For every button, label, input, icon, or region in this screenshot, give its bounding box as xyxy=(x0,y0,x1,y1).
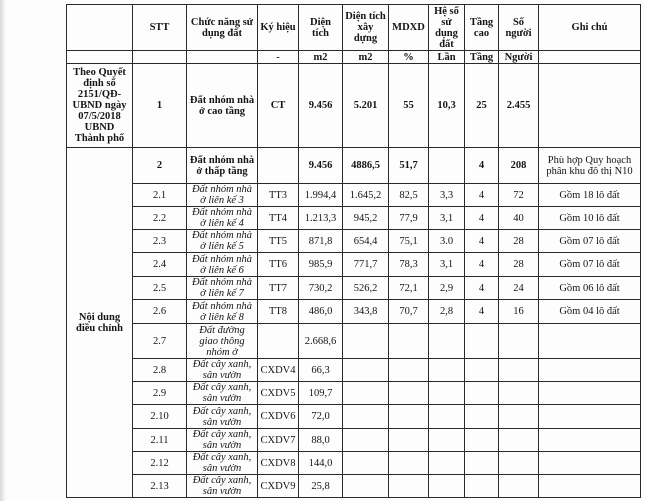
cell-built-area xyxy=(343,324,389,359)
cell-built-area: 526,2 xyxy=(343,277,389,300)
cell-stt: 2.1 xyxy=(133,184,187,207)
cell-stt: 2.4 xyxy=(133,253,187,277)
header-far: Hệ số sử dụng đất xyxy=(429,5,465,51)
cell-built-area: 343,8 xyxy=(343,300,389,324)
cell-function: Đất cây xanh, sân vườn xyxy=(187,382,258,405)
cell-density: 78,3 xyxy=(389,253,429,277)
cell-people xyxy=(499,359,539,382)
cell-far: 3.0 xyxy=(429,230,465,253)
cell-area: 109,7 xyxy=(299,382,343,405)
cell-symbol: CXDV9 xyxy=(258,475,299,498)
cell-function: Đất cây xanh, sân vườn xyxy=(187,429,258,452)
cell-function: Đất nhóm nhà ở liên kế 3 xyxy=(187,184,258,207)
cell-area: 9.456 xyxy=(299,64,343,148)
cell-built-area: 945,2 xyxy=(343,207,389,230)
cell-area: 72,0 xyxy=(299,405,343,429)
cell-area: 730,2 xyxy=(299,277,343,300)
cell-notes: Gồm 18 lô đất xyxy=(539,184,641,207)
cell-floors xyxy=(465,452,499,475)
unit-built-area: m2 xyxy=(343,51,389,64)
table-row xyxy=(67,207,641,230)
cell-notes xyxy=(539,382,641,405)
cell-people xyxy=(499,324,539,359)
main-row xyxy=(67,148,641,184)
header-density: MDXD xyxy=(389,5,429,51)
unit-density: % xyxy=(389,51,429,64)
units-row xyxy=(67,51,641,64)
table-row xyxy=(67,300,641,324)
cell-density: 72,1 xyxy=(389,277,429,300)
unit-floors: Tầng xyxy=(465,51,499,64)
cell-floors xyxy=(465,382,499,405)
cell-stt: 2.2 xyxy=(133,207,187,230)
cell-far xyxy=(429,475,465,498)
cell-notes xyxy=(539,405,641,429)
cell-notes: Gồm 10 lô đất xyxy=(539,207,641,230)
cell-area: 9.456 xyxy=(299,148,343,184)
cell-notes xyxy=(539,324,641,359)
cell-symbol: CXDV5 xyxy=(258,382,299,405)
cell-notes xyxy=(539,452,641,475)
cell-area: 25,8 xyxy=(299,475,343,498)
table-row xyxy=(67,382,641,405)
unit-area: m2 xyxy=(299,51,343,64)
cell-density xyxy=(389,405,429,429)
cell-function: Đất đường giao thông nhóm ở xyxy=(187,324,258,359)
table-row xyxy=(67,324,641,359)
header-blank xyxy=(67,5,133,51)
cell-symbol: CT xyxy=(258,64,299,148)
cell-notes: Gồm 07 lô đất xyxy=(539,253,641,277)
cell-built-area xyxy=(343,475,389,498)
cell-stt: 2.8 xyxy=(133,359,187,382)
cell-function: Đất nhóm nhà ở liên kế 4 xyxy=(187,207,258,230)
cell-symbol: TT5 xyxy=(258,230,299,253)
group-adjust-label: Nội dung điều chỉnh xyxy=(67,148,133,498)
cell-area: 486,0 xyxy=(299,300,343,324)
header-floors: Tầng cao xyxy=(465,5,499,51)
cell-floors xyxy=(465,475,499,498)
cell-area: 871,8 xyxy=(299,230,343,253)
cell-people: 28 xyxy=(499,253,539,277)
cell-area: 66,3 xyxy=(299,359,343,382)
table-row xyxy=(67,184,641,207)
cell-far: 3,1 xyxy=(429,207,465,230)
cell-density xyxy=(389,324,429,359)
cell-area: 1.994,4 xyxy=(299,184,343,207)
cell-stt: 2.13 xyxy=(133,475,187,498)
cell-far: 3,3 xyxy=(429,184,465,207)
cell-built-area: 5.201 xyxy=(343,64,389,148)
cell-notes xyxy=(539,359,641,382)
unit-function xyxy=(187,51,258,64)
unit-symbol: - xyxy=(258,51,299,64)
cell-stt: 2.3 xyxy=(133,230,187,253)
header-row xyxy=(67,5,641,51)
cell-people xyxy=(499,429,539,452)
table-row xyxy=(67,359,641,382)
cell-notes: Phù hợp Quy hoạch phân khu đô thị N10 xyxy=(539,148,641,184)
cell-built-area: 1.645,2 xyxy=(343,184,389,207)
cell-function: Đất nhóm nhà ở liên kế 6 xyxy=(187,253,258,277)
cell-density: 75,1 xyxy=(389,230,429,253)
cell-function: Đất cây xanh, sân vườn xyxy=(187,359,258,382)
cell-stt: 2.5 xyxy=(133,277,187,300)
cell-people xyxy=(499,382,539,405)
cell-notes xyxy=(539,475,641,498)
cell-symbol: CXDV4 xyxy=(258,359,299,382)
cell-notes xyxy=(539,429,641,452)
cell-people xyxy=(499,452,539,475)
cell-density xyxy=(389,382,429,405)
cell-floors: 4 xyxy=(465,253,499,277)
unit-notes xyxy=(539,51,641,64)
cell-symbol: TT7 xyxy=(258,277,299,300)
header-notes: Ghi chú xyxy=(539,5,641,51)
cell-area: 144,0 xyxy=(299,452,343,475)
cell-notes: Gồm 04 lô đất xyxy=(539,300,641,324)
header-built-area: Diện tích xây dựng xyxy=(343,5,389,51)
cell-stt: 1 xyxy=(133,64,187,148)
table-row xyxy=(67,452,641,475)
cell-far: 2,8 xyxy=(429,300,465,324)
cell-floors: 4 xyxy=(465,184,499,207)
cell-built-area xyxy=(343,359,389,382)
cell-symbol: TT8 xyxy=(258,300,299,324)
cell-floors xyxy=(465,405,499,429)
cell-density: 70,7 xyxy=(389,300,429,324)
cell-symbol: CXDV8 xyxy=(258,452,299,475)
cell-stt: 2.6 xyxy=(133,300,187,324)
cell-people: 28 xyxy=(499,230,539,253)
cell-function: Đất nhóm nhà ở liên kế 7 xyxy=(187,277,258,300)
page-shadow xyxy=(0,0,6,501)
table-row xyxy=(67,429,641,452)
cell-symbol: TT3 xyxy=(258,184,299,207)
cell-area: 88,0 xyxy=(299,429,343,452)
cell-built-area: 771,7 xyxy=(343,253,389,277)
cell-function: Đất cây xanh, sân vườn xyxy=(187,405,258,429)
cell-density: 51,7 xyxy=(389,148,429,184)
cell-function: Đất cây xanh, sân vườn xyxy=(187,475,258,498)
cell-area: 2.668,6 xyxy=(299,324,343,359)
cell-function: Đất nhóm nhà ở cao tầng xyxy=(187,64,258,148)
cell-stt: 2.9 xyxy=(133,382,187,405)
table-row xyxy=(67,230,641,253)
cell-people: 2.455 xyxy=(499,64,539,148)
cell-notes: Gồm 07 lô đất xyxy=(539,230,641,253)
cell-density xyxy=(389,429,429,452)
cell-density: 77,9 xyxy=(389,207,429,230)
cell-floors: 4 xyxy=(465,148,499,184)
cell-far xyxy=(429,429,465,452)
cell-stt: 2.11 xyxy=(133,429,187,452)
table-row xyxy=(67,277,641,300)
cell-built-area xyxy=(343,452,389,475)
cell-far: 2,9 xyxy=(429,277,465,300)
cell-far xyxy=(429,382,465,405)
group-decision-label: Theo Quyết định số 2151/QĐ-UBND ngày 07/5/2018 UBND Thành phố xyxy=(67,64,133,148)
cell-symbol xyxy=(258,324,299,359)
unit-stt xyxy=(133,51,187,64)
cell-built-area xyxy=(343,405,389,429)
land-use-table xyxy=(66,4,641,498)
header-function: Chức năng sử dụng đất xyxy=(187,5,258,51)
table-row xyxy=(67,475,641,498)
cell-people: 24 xyxy=(499,277,539,300)
table-row xyxy=(67,405,641,429)
cell-notes: Gồm 06 lô đất xyxy=(539,277,641,300)
cell-stt: 2.12 xyxy=(133,452,187,475)
header-area: Diện tích xyxy=(299,5,343,51)
header-stt: STT xyxy=(133,5,187,51)
cell-symbol: CXDV7 xyxy=(258,429,299,452)
cell-people: 40 xyxy=(499,207,539,230)
cell-far xyxy=(429,359,465,382)
cell-function: Đất nhóm nhà ở liên kế 5 xyxy=(187,230,258,253)
unit-far: Lần xyxy=(429,51,465,64)
cell-notes xyxy=(539,64,641,148)
header-symbol: Ký hiệu xyxy=(258,5,299,51)
unit-blank xyxy=(67,51,133,64)
cell-area: 985,9 xyxy=(299,253,343,277)
cell-symbol: TT6 xyxy=(258,253,299,277)
cell-floors: 4 xyxy=(465,300,499,324)
cell-density: 82,5 xyxy=(389,184,429,207)
cell-built-area: 4886,5 xyxy=(343,148,389,184)
unit-people: Người xyxy=(499,51,539,64)
cell-built-area xyxy=(343,382,389,405)
cell-density xyxy=(389,452,429,475)
cell-stt: 2 xyxy=(133,148,187,184)
cell-people: 208 xyxy=(499,148,539,184)
cell-people xyxy=(499,475,539,498)
cell-symbol: CXDV6 xyxy=(258,405,299,429)
table-row xyxy=(67,253,641,277)
cell-far xyxy=(429,452,465,475)
cell-built-area xyxy=(343,429,389,452)
cell-stt: 2.10 xyxy=(133,405,187,429)
cell-far xyxy=(429,405,465,429)
cell-floors: 4 xyxy=(465,277,499,300)
cell-area: 1.213,3 xyxy=(299,207,343,230)
decision-row xyxy=(67,64,641,148)
cell-function: Đất nhóm nhà ở thấp tầng xyxy=(187,148,258,184)
cell-built-area: 654,4 xyxy=(343,230,389,253)
cell-function: Đất cây xanh, sân vườn xyxy=(187,452,258,475)
cell-floors: 4 xyxy=(465,230,499,253)
cell-floors: 25 xyxy=(465,64,499,148)
cell-far: 10,3 xyxy=(429,64,465,148)
cell-floors xyxy=(465,324,499,359)
cell-density: 55 xyxy=(389,64,429,148)
cell-far xyxy=(429,148,465,184)
cell-density xyxy=(389,475,429,498)
cell-stt: 2.7 xyxy=(133,324,187,359)
cell-symbol xyxy=(258,148,299,184)
cell-people: 72 xyxy=(499,184,539,207)
cell-density xyxy=(389,359,429,382)
cell-floors xyxy=(465,359,499,382)
header-people: Số người xyxy=(499,5,539,51)
cell-far xyxy=(429,324,465,359)
cell-floors: 4 xyxy=(465,207,499,230)
cell-people xyxy=(499,405,539,429)
cell-people: 16 xyxy=(499,300,539,324)
cell-function: Đất nhóm nhà ở liên kế 8 xyxy=(187,300,258,324)
cell-symbol: TT4 xyxy=(258,207,299,230)
cell-far: 3,1 xyxy=(429,253,465,277)
cell-floors xyxy=(465,429,499,452)
